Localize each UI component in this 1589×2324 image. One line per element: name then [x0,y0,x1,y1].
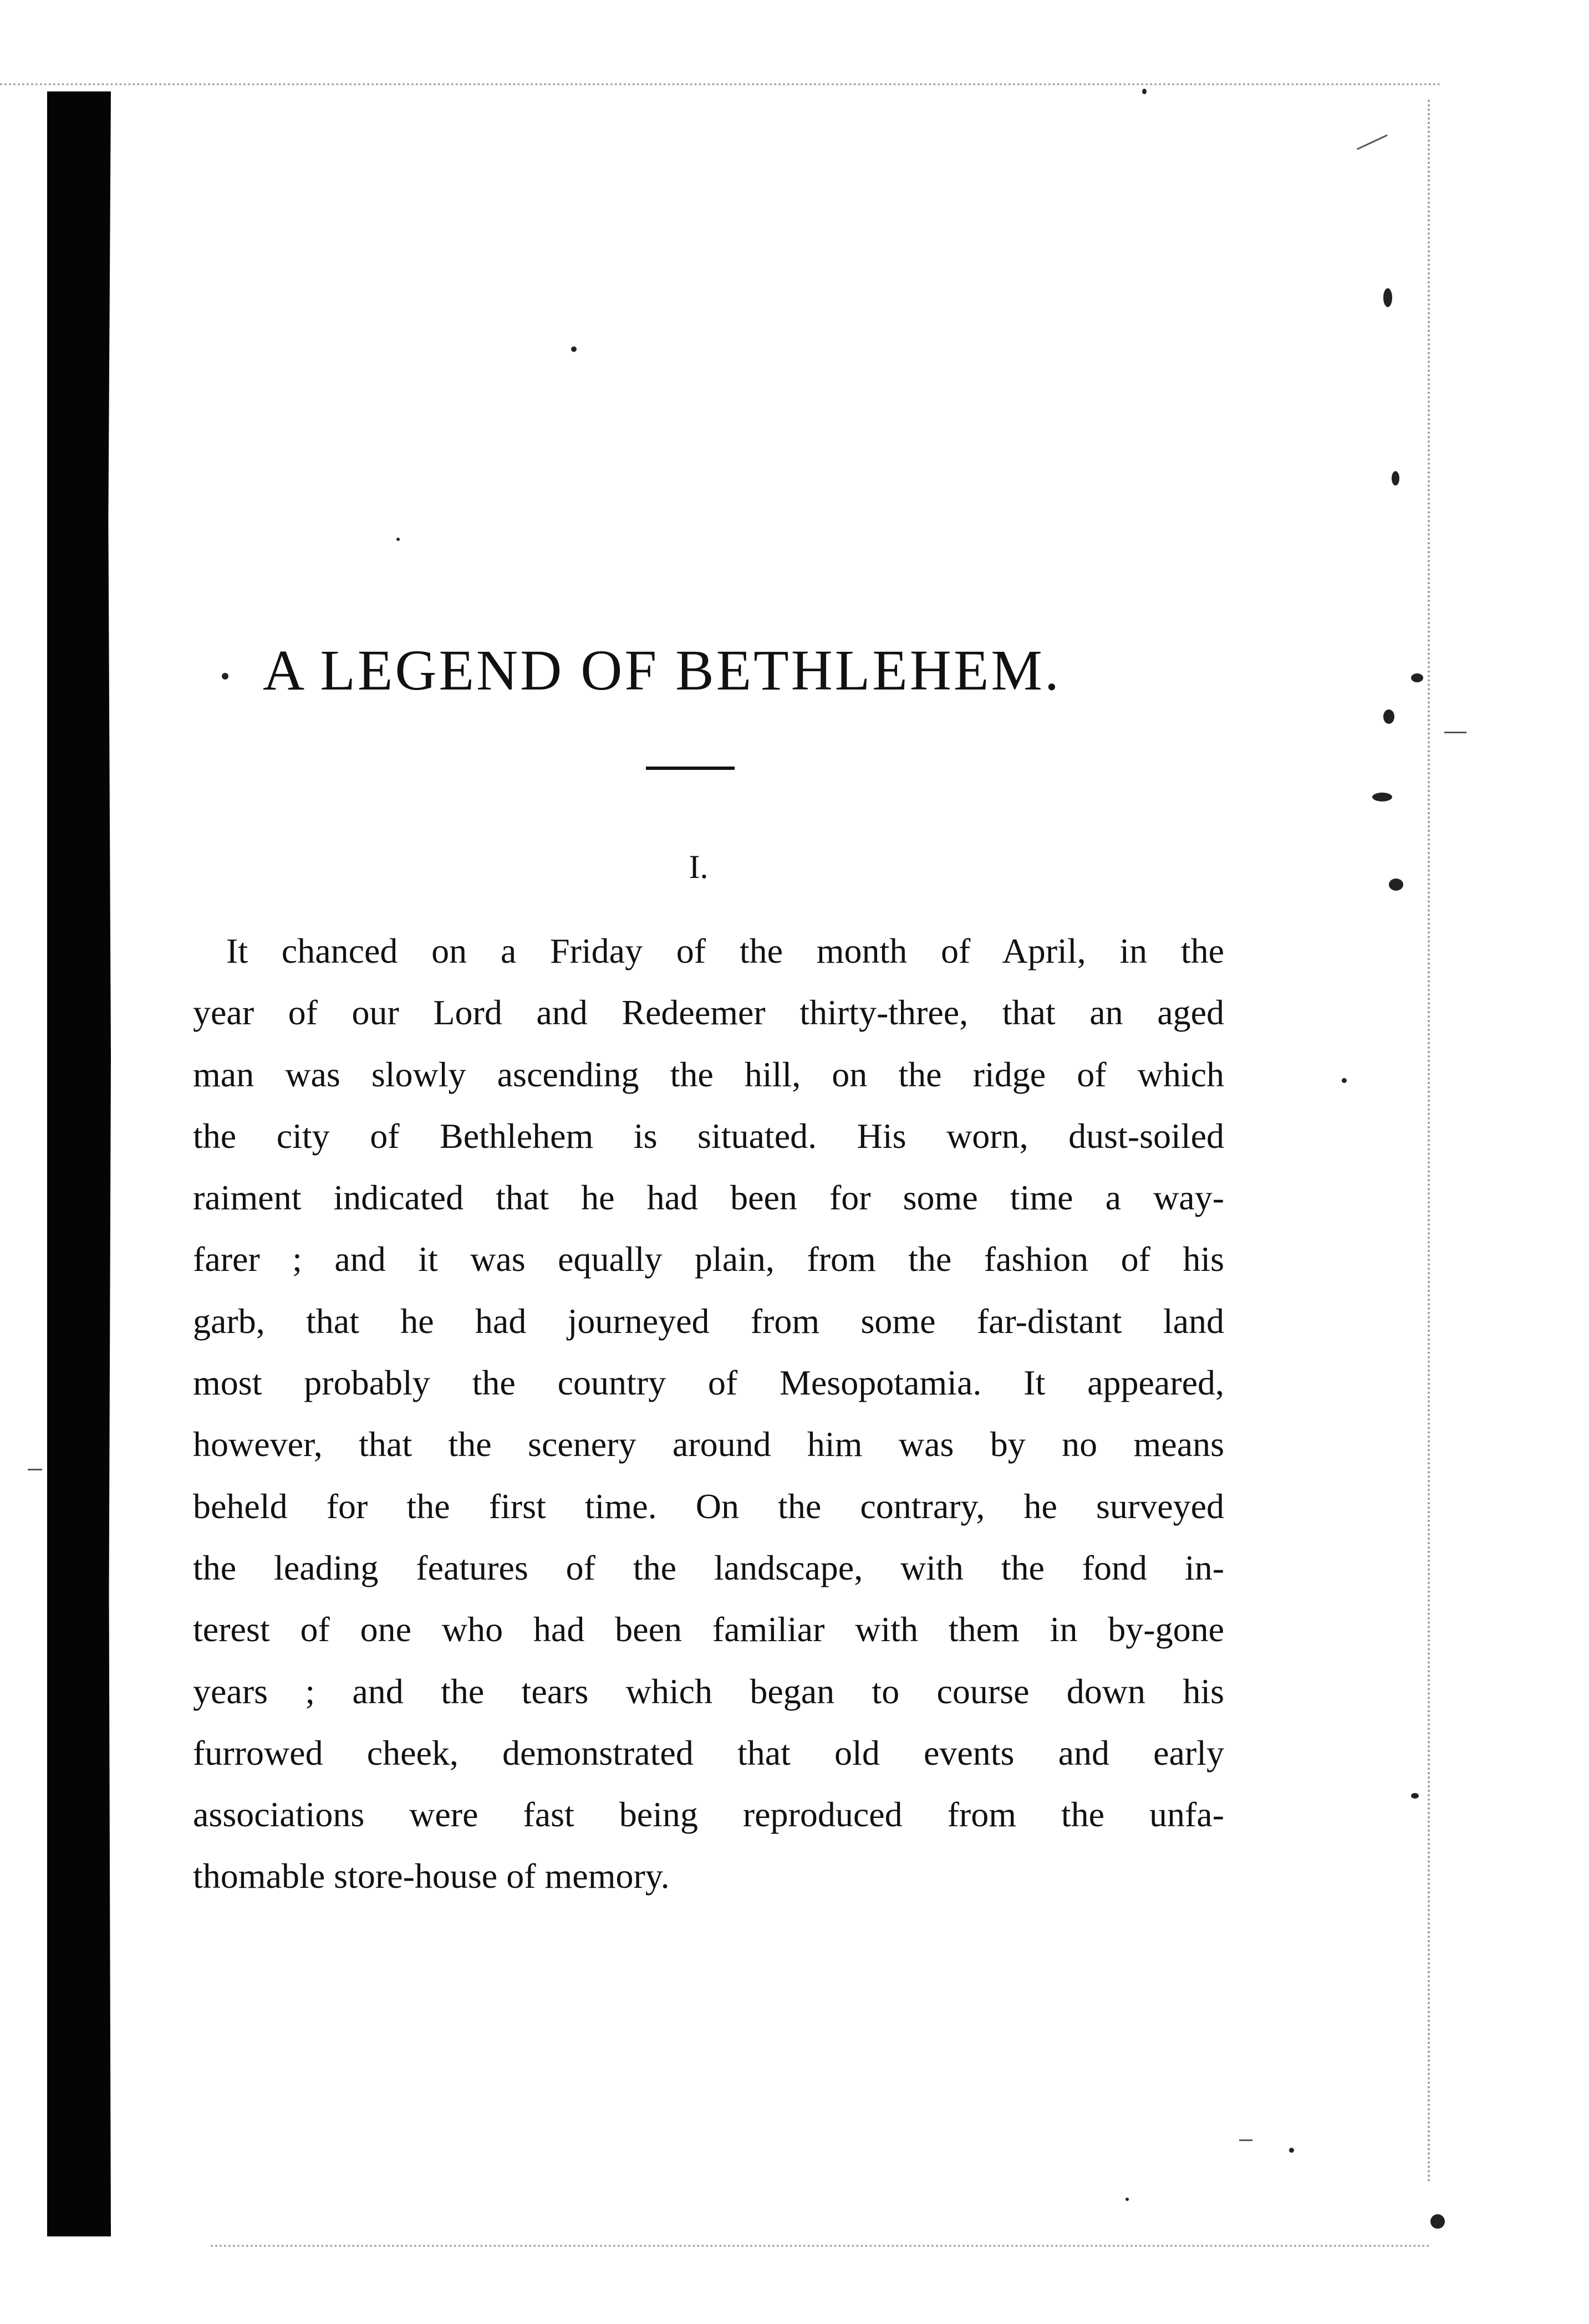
title-rule [646,767,735,770]
scan-speck [1289,2148,1294,2153]
title-bullet-mark [222,673,228,680]
paragraph-line: most probably the country of Mesopotamia. It appeared, [193,1363,1224,1403]
scan-mark [28,1469,42,1470]
paragraph-line: the leading features of the landscape, with the fond in- [193,1547,1224,1587]
scan-speck [396,538,400,541]
paragraph-line: the city of Bethlehem is situated. His worn, dust-soiled [193,1116,1224,1156]
paragraph-line: garb, that he had journeyed from some far-distant land [193,1301,1224,1341]
scan-speck [1142,89,1147,94]
paragraph-line: furrowed cheek, demonstrated that old events and early [193,1733,1224,1773]
scan-speck [1389,878,1403,891]
scan-speck [1383,709,1394,724]
paragraph-line: It chanced on a Friday of the month of April, in the [226,931,1224,971]
page-edge-marks [1428,100,1432,2184]
scan-speck [1392,471,1399,486]
paragraph-line: year of our Lord and Redeemer thirty-three, that an aged [193,993,1224,1033]
scan-speck [571,346,577,352]
scan-speck [1411,1793,1419,1799]
scan-speck [1383,288,1392,307]
page-edge-marks [0,83,1442,85]
paragraph-line: thomable store-house of memory. [193,1856,670,1896]
scan-speck [1342,1078,1347,1083]
scan-speck [1372,793,1392,801]
chapter-title-text: A LEGEND OF BETHLEHEM. [263,639,1061,702]
paragraph-line: farer ; and it was equally plain, from the fashion of his [193,1239,1224,1279]
paragraph-line: associations were fast being reproduced from the unfa- [193,1795,1224,1835]
page-edge-marks [211,2245,1430,2247]
scan-mark [1239,2139,1252,2141]
scan-mark [1444,732,1466,733]
paragraph-line: raiment indicated that he had been for some time a way- [193,1178,1224,1218]
paragraph-line: however, that the scenery around him was by no means [193,1424,1224,1464]
paragraph-line: terest of one who had been familiar with them in by-gone [193,1610,1224,1649]
paragraph-line: beheld for the first time. On the contrary, he surveyed [193,1486,1224,1526]
scan-speck [1125,2198,1129,2201]
page-spine-shadow [47,91,111,2236]
section-number: I. [689,849,709,885]
paragraph-line: man was slowly ascending the hill, on the ridge of which [193,1054,1224,1094]
scan-speck [1411,673,1423,682]
body-paragraph [193,920,1224,1907]
scan-speck [1430,2214,1445,2229]
chapter-title [222,637,1175,703]
paragraph-line: years ; and the tears which began to course down his [193,1671,1224,1711]
scan-mark [1357,134,1388,150]
